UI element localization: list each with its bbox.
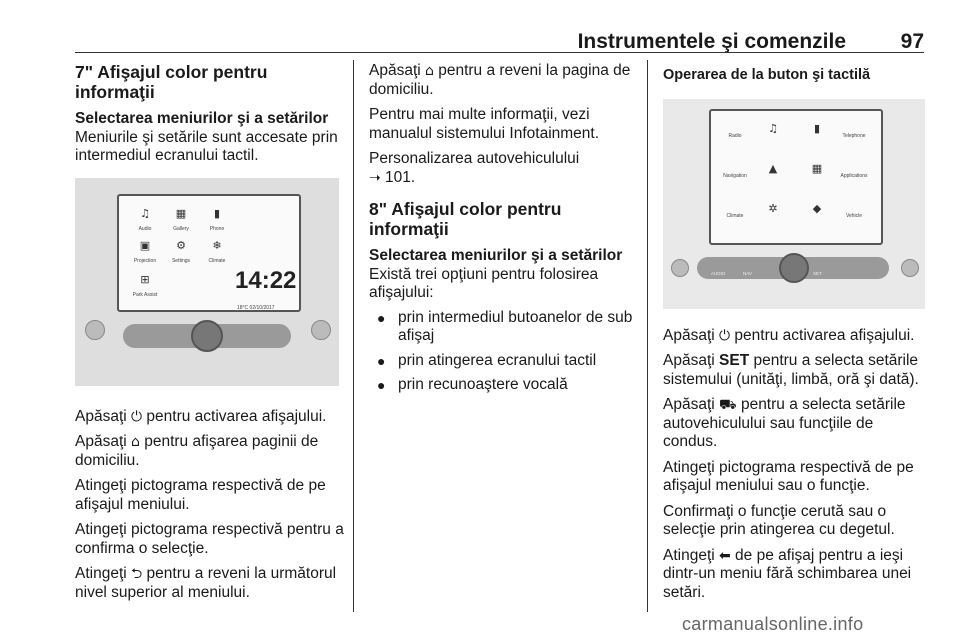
telephone-icon: ▮ (813, 121, 821, 135)
display-screen (709, 109, 883, 245)
applications-icon: ▦ (811, 161, 823, 175)
climate-icon: ✲ (768, 201, 778, 215)
back-arrow-icon: ⮌ (131, 566, 143, 582)
vehicle-icon: ◆ (812, 201, 822, 215)
figure-7-inch-display (75, 178, 339, 386)
navigation-icon: ▲ (768, 161, 778, 175)
menu-icon-1: ♫ Audio (131, 208, 159, 239)
column-1 (75, 62, 347, 609)
radio-icon: ♫ (768, 121, 778, 135)
column-divider-2 (647, 60, 648, 612)
intro-text: Meniurile şi setările sunt accesate prin intermediul ecranului tactil. (75, 128, 338, 164)
menu-icon-6: ❄ Climate (203, 240, 231, 271)
instruction-set: Apăsaţi SET pentru a selecta setările sistemului (unităţi, limbă, oră şi dată). (663, 352, 919, 388)
projection-icon: ▣ (139, 238, 151, 252)
options-list (369, 309, 641, 395)
set-label: SET (719, 352, 750, 369)
display-screen (117, 194, 301, 312)
back-arrow-icon: ⬅ (719, 547, 731, 564)
page-reference-icon: ➝ (369, 169, 381, 186)
right-side-button (901, 259, 919, 277)
instruction-power: Apăsaţi ⏻ pentru activarea afişajului. (663, 326, 915, 344)
instruction-home: Apăsaţi ⌂ pentru afişarea paginii de domiciliu. (75, 433, 319, 469)
home-icon: ⌂ (425, 63, 434, 79)
column-2 (369, 62, 641, 401)
instruction-exit: Atingeţi ⬅ de pe afişaj pentru a ieşi dintr-un meniu fără schimbarea unei setări. (663, 546, 912, 601)
header-rule (75, 52, 924, 53)
subheading-menu-selection: Selectarea meniurilor şi a setărilor (75, 110, 329, 127)
nav-button-label: NAV (743, 270, 752, 276)
menu-icon-7: ⊞ Park Assist (132, 272, 158, 298)
left-side-button (85, 320, 105, 340)
more-info-text: Pentru mai multe informaţii, vezi manualul sistemului Infotainment. (369, 106, 600, 142)
personalization-reference: Personalizarea autovehiculului ➝ 101. (369, 150, 580, 186)
instruction-return-home: Apăsaţi ⌂ pentru a reveni la pagina de domiciliu. (369, 62, 631, 98)
instruction-power: Apăsaţi ⏻ pentru activarea afişajului. (75, 407, 327, 425)
menu-icon-5: ⚙ Settings (167, 240, 195, 271)
section-title: Instrumentele şi comenzile (577, 30, 846, 53)
menu-icon-4: ▣ Projection (131, 240, 159, 271)
phone-icon: ▮ (213, 206, 221, 220)
set-button-label: SET (813, 270, 822, 276)
home-icon: ⌂ (131, 434, 140, 450)
climate-icon: ❄ (212, 238, 222, 252)
right-side-button (311, 320, 331, 340)
list-item: ● prin intermediul butoanelor de sub afişaj (377, 308, 633, 344)
instruction-confirm: Atingeţi pictograma respectivă pentru a confirma o selecţie. (75, 521, 344, 557)
instruction-back: Atingeţi ⮌ pentru a reveni la următorul nivel superior al meniului. (75, 565, 337, 601)
power-icon: ⏻ (719, 327, 731, 344)
power-icon: ⏻ (131, 408, 143, 425)
left-side-button (671, 259, 689, 277)
power-volume-knob (779, 253, 809, 283)
column-divider-1 (353, 60, 354, 612)
instruction-confirm: Confirmaţi o funcţie cerută sau o selecţie prin atingerea cu degetul. (663, 502, 895, 538)
park-assist-icon: ⊞ (140, 272, 150, 286)
menu-icon-2: ▦ Gallery (167, 208, 195, 239)
list-item: ● prin recunoaştere vocală (377, 376, 568, 393)
menu-label-applications: Applications (840, 172, 868, 179)
display-status: 18°C 02/10/2017 (237, 304, 275, 311)
instruction-vehicle-settings: Apăsaţi ⛟ pentru a selecta setările autovehiculului sau funcţiile de condus. (663, 396, 906, 450)
music-icon: ♫ (140, 206, 150, 220)
settings-icon: ⚙ (176, 238, 186, 252)
instruction-touch-icon: Atingeţi pictograma respectivă de pe afişajul meniului sau o funcţie. (663, 458, 914, 494)
car-icon: ⛟ (719, 397, 737, 413)
heading-8-inch-display: 8" Afişajul color pentru informaţii (369, 199, 562, 239)
options-intro: Există trei opţiuni pentru folosirea afişajului: (369, 265, 599, 301)
subheading-knob-touch: Operarea de la buton şi tactilă (663, 67, 871, 83)
menu-label-telephone: Telephone (842, 132, 866, 139)
menu-label-vehicle: Vehicle (845, 212, 863, 219)
audio-button-label: AUDIO (711, 270, 726, 276)
menu-label-climate: Climate (726, 212, 744, 219)
power-volume-knob (191, 320, 223, 352)
instruction-touch-icon: Atingeţi pictograma respectivă de pe afişajul meniului. (75, 477, 326, 513)
figure-8-inch-display (663, 99, 925, 309)
display-clock: 14:22 (235, 266, 297, 294)
gallery-icon: ▦ (175, 206, 187, 220)
menu-icon-3: ▮ Phone (203, 208, 231, 239)
list-item: ● prin atingerea ecranului tactil (377, 351, 597, 369)
page-number: 97 (900, 30, 924, 53)
menu-label-navigation: Navigation (723, 172, 747, 179)
column-3 (663, 62, 931, 609)
subheading-menu-selection: Selectarea meniurilor şi a setărilor (369, 247, 623, 264)
heading-7-inch-display: 7" Afişajul color pentru informaţii (75, 62, 268, 102)
menu-label-radio: Radio (728, 132, 742, 139)
watermark: carmanualsonline.info (682, 614, 864, 634)
page-header (75, 28, 924, 62)
